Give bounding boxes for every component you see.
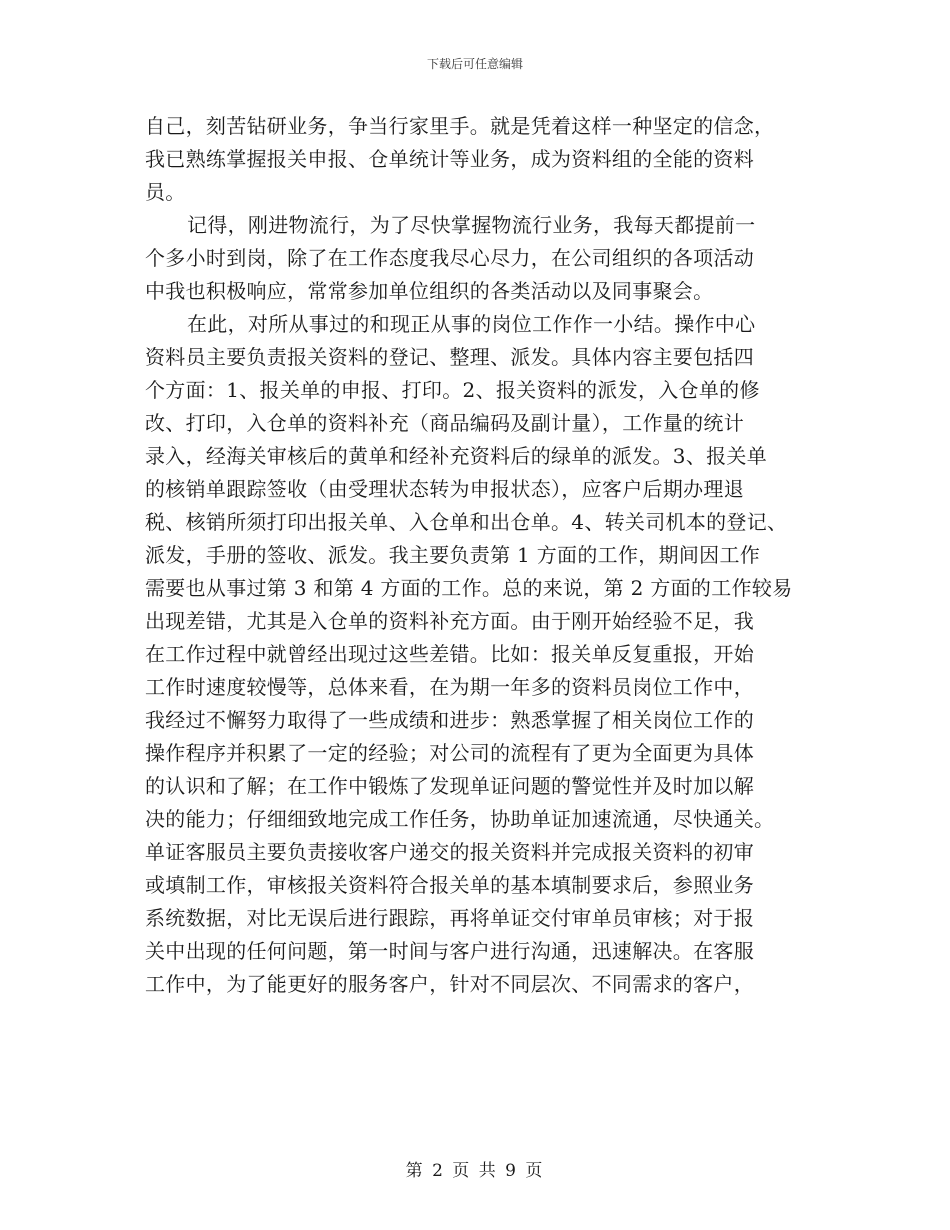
text-line: 工作中，为了能更好的服务客户，针对不同层次、不同需求的客户， [145, 972, 754, 996]
text-line: 的核销单跟踪签收（由受理状态转为申报状态），应客户后期办理退 [145, 477, 744, 501]
text-line: 出现差错，尤其是入仓单的资料补充方面。由于刚开始经验不足，我 [145, 609, 754, 633]
paragraph-first-line: 在此，对所从事过的和现正从事的岗位工作作一小结。操作中心 [187, 312, 756, 336]
text-line: 工作时速度较慢等，总体来看，在为期一年多的资料员岗位工作中， [145, 675, 754, 699]
text-line: 税、核销所须打印出报关单、入仓单和出仓单。4、转关司机本的登记、 [145, 510, 788, 534]
page-footer: 第 2 页 共 9 页 [405, 1161, 545, 1181]
text-line: 改、打印，入仓单的资料补充（商品编码及副计量），工作量的统计 [145, 411, 744, 435]
text-line: 决的能力；仔细细致地完成工作任务，协助单证加速流通，尽快通关。 [145, 807, 775, 831]
text-line: 中我也积极响应，常常参加单位组织的各类活动以及同事聚会。 [145, 279, 714, 303]
text-line: 资料员主要负责报关资料的登记、整理、派发。具体内容主要包括四 [145, 345, 754, 369]
text-line: 个方面：1、报关单的申报、打印。2、报关资料的派发，入仓单的修 [145, 378, 760, 402]
text-line: 或填制工作，审核报关资料符合报关单的基本填制要求后，参照业务 [145, 873, 754, 897]
text-line: 自己，刻苦钻研业务，争当行家里手。就是凭着这样一种坚定的信念， [145, 114, 775, 138]
text-line: 关中出现的任何问题，第一时间与客户进行沟通，迅速解决。在客服 [145, 939, 754, 963]
text-line: 单证客服员主要负责接收客户递交的报关资料并完成报关资料的初审 [145, 840, 754, 864]
document-body [145, 110, 815, 1001]
text-line: 录入，经海关审核后的黄单和经补充资料后的绿单的派发。3、报关单 [145, 444, 768, 468]
page-header: 下载后可任意编辑 [426, 57, 523, 71]
text-line: 我经过不懈努力取得了一些成绩和进步：熟悉掌握了相关岗位工作的 [145, 708, 754, 732]
paragraph-first-line: 记得，刚进物流行，为了尽快掌握物流行业务，我每天都提前一 [187, 213, 756, 237]
text-line: 需要也从事过第 3 和第 4 方面的工作。总的来说，第 2 方面的工作较易 [145, 576, 793, 600]
text-line: 员。 [145, 180, 186, 204]
text-line: 派发，手册的签收、派发。我主要负责第 1 方面的工作，期间因工作 [145, 543, 761, 567]
text-line: 操作程序并积累了一定的经验；对公司的流程有了更为全面更为具体 [145, 741, 754, 765]
text-line: 的认识和了解；在工作中锻炼了发现单证问题的警觉性并及时加以解 [145, 774, 754, 798]
text-line: 个多小时到岗，除了在工作态度我尽心尽力，在公司组织的各项活动 [145, 246, 754, 270]
text-line: 系统数据，对比无误后进行跟踪，再将单证交付审单员审核；对于报 [145, 906, 754, 930]
text-line: 我已熟练掌握报关申报、仓单统计等业务，成为资料组的全能的资料 [145, 147, 754, 171]
text-line: 在工作过程中就曾经出现过这些差错。比如：报关单反复重报，开始 [145, 642, 754, 666]
